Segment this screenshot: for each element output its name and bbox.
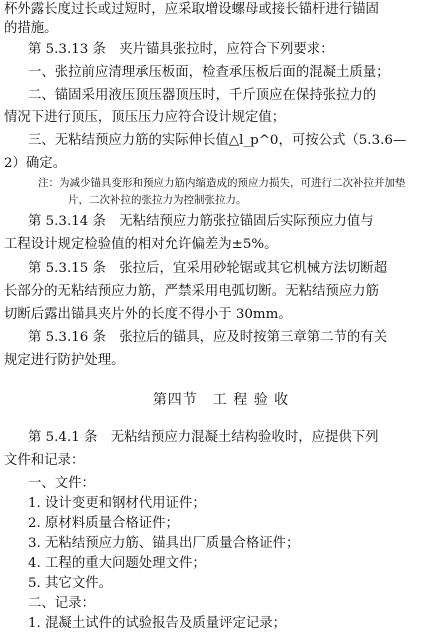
list-item-2: 2. 原材料质量合格证件； (28, 516, 179, 531)
text-line-5: 二、锚固采用液压顶压器顶压时，千斤顶应在保持张拉力的 (28, 88, 377, 103)
text-line-4: 一、张拉前应清理承压板面，检查承压板后面的混凝土质量； (28, 65, 390, 80)
text-line-12: 工程设计规定检验值的相对允许偏差为±5%。 (4, 237, 278, 252)
list-item-3: 3. 无粘结预应力筋、锚具出厂质量合格证件； (28, 536, 300, 551)
text-line-17: 规定进行防护处理。 (4, 353, 125, 368)
list-item-records-1: 1. 混凝土试件的试验报告及质量评定记录； (28, 616, 287, 631)
list-item-5: 5. 其它文件。 (28, 576, 112, 591)
list-heading-records: 二、记录： (28, 596, 95, 611)
clause-5-3-16-heading: 第 5.3.16 条 张拉后的锚具，应及时按第三章第二节的有关 (28, 330, 388, 345)
note-line-1: 注：为减少锚具变形和预应力筋内缩造成的预应力损失，可进行二次补拉并加垫 (38, 177, 406, 189)
list-item-4: 4. 工程的重大问题处理文件； (28, 556, 206, 571)
text-line-7: 三、无粘结预应力筋的实际伸长值△l_p^0，可按公式（5.3.6— (28, 133, 407, 148)
text-line-15: 切断后露出锚具夹片外的长度不得小于 30mm。 (4, 307, 292, 322)
list-item-1: 1. 设计变更和钢材代用证件； (28, 496, 206, 511)
list-heading-documents: 一、文件： (28, 476, 95, 491)
clause-5-3-13-heading: 第 5.3.13 条 夹片锚具张拉时，应符合下列要求： (28, 42, 334, 57)
note-line-2: 片，二次补拉的张拉力为控制张拉力。 (68, 194, 247, 206)
clause-5-3-15-heading: 第 5.3.15 条 张拉后，宜采用砂轮锯或其它机械方法切断超 (28, 261, 388, 276)
text-line-1: 杯外露长度过长或过短时，应采取增设螺母或接长锚杆进行锚固 (4, 2, 379, 17)
text-line-20: 文件和记录： (4, 453, 85, 468)
section-title: 第四节 工 程 验 收 (152, 392, 290, 408)
text-line-6: 情况下进行顶压，顶压压力应符合设计规定值； (4, 110, 286, 125)
text-line-14: 长部分的无粘结预应力筋，严禁采用电弧切断。无粘结预应力筋 (4, 284, 379, 299)
text-line-8: 2）确定。 (4, 156, 67, 171)
clause-5-4-1-heading: 第 5.4.1 条 无粘结预应力混凝土结构验收时，应提供下列 (28, 430, 379, 445)
clause-5-3-14-heading: 第 5.3.14 条 无粘结预应力筋张拉锚固后实际预应力值与 (28, 214, 374, 229)
text-line-2: 的措施。 (4, 21, 58, 36)
